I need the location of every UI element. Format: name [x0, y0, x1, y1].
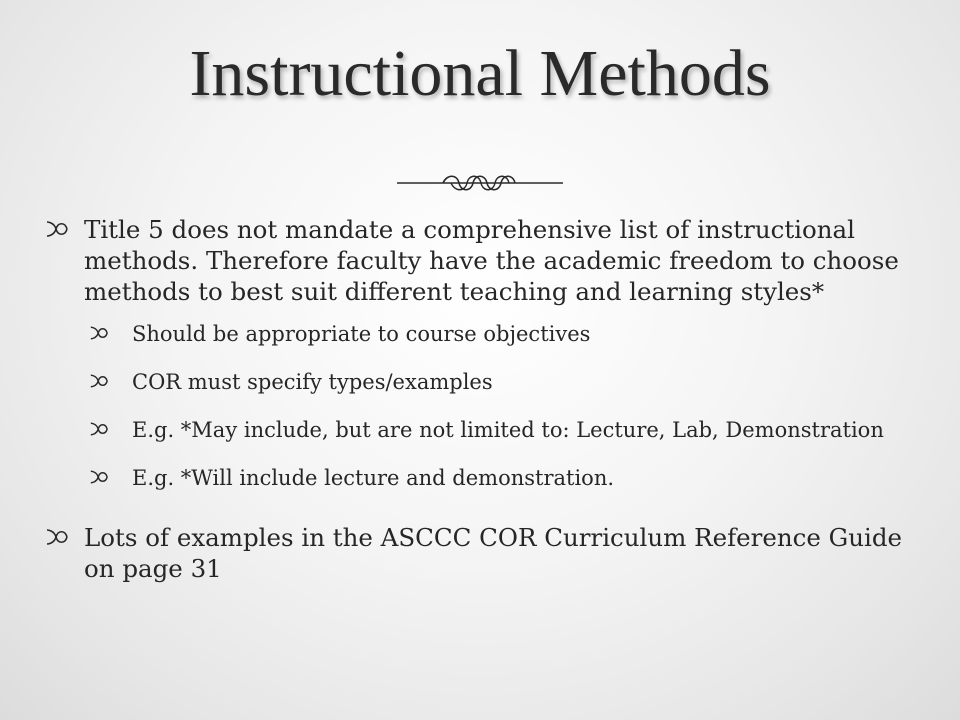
bullet-text: Lots of examples in the ASCCC COR Curriculum Reference Guide on page 31: [84, 523, 903, 583]
sub-bullet-text: E.g. *Will include lecture and demonstration.: [132, 466, 615, 490]
bullet-item: [44, 522, 934, 584]
sub-bullet-item: [88, 369, 934, 396]
page-title: Instructional Methods: [189, 37, 771, 110]
interlock-loop-icon: [44, 218, 70, 240]
bullet-item: [44, 214, 934, 307]
sub-bullet-text: COR must specify types/examples: [132, 370, 493, 394]
sub-bullet-item: [88, 465, 934, 492]
sub-bullet-text: Should be appropriate to course objectives: [132, 322, 591, 346]
interlock-loop-icon: [88, 468, 110, 486]
sub-bullet-item: [88, 321, 934, 348]
interlock-loop-icon: [88, 420, 110, 438]
interlock-loop-icon: [88, 372, 110, 390]
sub-bullet-list: [44, 321, 934, 492]
sub-bullet-item: [88, 417, 934, 444]
bullet-text: Title 5 does not mandate a comprehensive list of instructional methods. Therefore faculty have the academic freedom to choose methods to best suit different teaching and learning styles*: [84, 215, 899, 306]
interlock-loop-icon: [44, 526, 70, 548]
interlock-loop-icon: [88, 324, 110, 342]
sub-bullet-text: E.g. *May include, but are not limited to: Lecture, Lab, Demonstration: [132, 418, 884, 442]
flourish-divider-icon: [395, 168, 565, 196]
bullet-list: [44, 214, 934, 584]
